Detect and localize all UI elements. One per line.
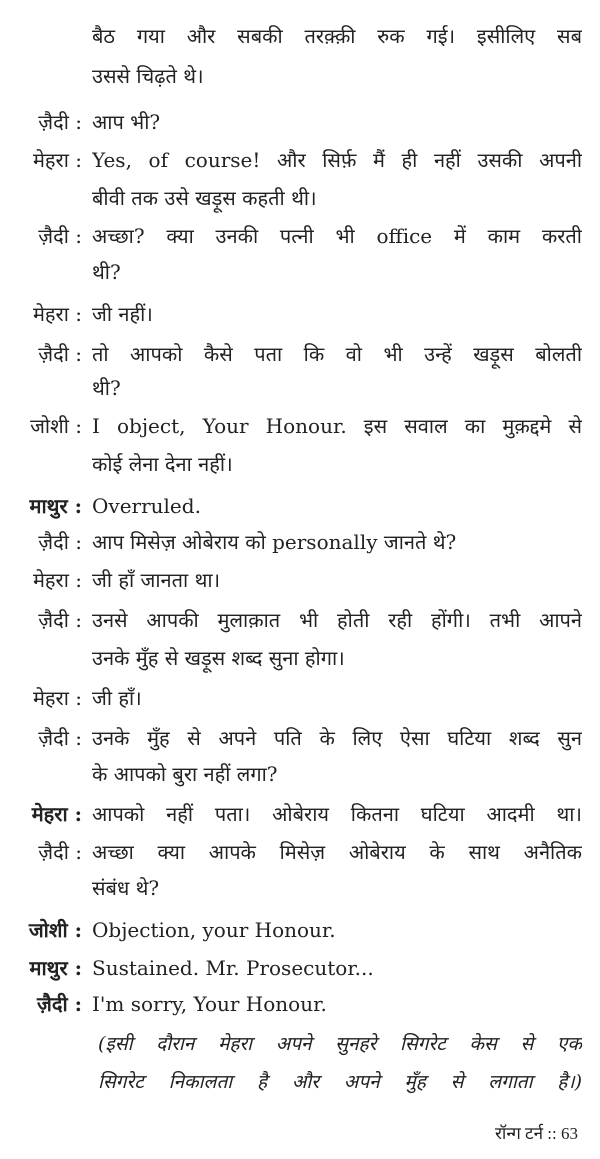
stage-direction-line: सिगरेट निकालता है और अपने मुँह से लगाता है।)	[98, 1071, 582, 1093]
dialogue-line	[0, 868, 600, 908]
dialogue-text: आपको नहीं पता। ओबेराय कितना घटिया आदमी था।	[92, 802, 582, 826]
dialogue-line	[0, 444, 600, 484]
dialogue-text: थी?	[92, 376, 121, 400]
dialogue-line	[0, 948, 600, 988]
dialogue-line	[0, 294, 600, 334]
speaker-name: मेहरा :	[31, 802, 82, 826]
dialogue-text: तो आपको कैसे पता कि वो भी उन्हें खड़ूस बोलती	[92, 342, 582, 366]
page-number: 63	[561, 1124, 578, 1143]
page-footer	[495, 1120, 578, 1148]
speaker-name: ज़ैदी :	[38, 110, 82, 134]
dialogue-text: Overruled.	[92, 494, 201, 518]
dialogue-text: आप भी?	[92, 110, 161, 134]
dialogue-line	[0, 754, 600, 794]
dialogue-text: Yes, of course! और सिर्फ़ मैं ही नहीं उसकी अपनी	[92, 148, 582, 172]
speaker-name: ज़ैदी :	[37, 992, 82, 1016]
speaker-name: मेहरा :	[32, 568, 82, 592]
dialogue-text: उनसे आपकी मुलाक़ात भी होती रही होंगी। तभी आपने	[92, 608, 582, 632]
dialogue-text: जी हाँ जानता था।	[92, 568, 221, 592]
speaker-name: माथुर :	[29, 956, 82, 980]
dialogue-text: उनके मुँह से खड़ूस शब्द सुना होगा।	[92, 646, 345, 670]
dialogue-line	[0, 16, 600, 56]
dialogue-text: Objection, your Honour.	[92, 918, 336, 942]
dialogue-text: Sustained. Mr. Prosecutor...	[92, 956, 374, 980]
book-title: रॉन्ग टर्न	[494, 1124, 544, 1143]
dialogue-text: आप मिसेज़ ओबेराय को personally जानते थे?	[92, 530, 457, 554]
speaker-name: ज़ैदी :	[38, 224, 82, 248]
speaker-name: मेहरा :	[32, 302, 82, 326]
dialogue-text: कोई लेना देना नहीं।	[92, 452, 233, 476]
dialogue-line	[0, 910, 600, 950]
dialogue-text: जी नहीं।	[92, 302, 153, 326]
dialogue-line	[0, 56, 600, 96]
dialogue-text: बीवी तक उसे खड़ूस कहती थी।	[92, 186, 317, 210]
footer-separator: ::	[547, 1124, 557, 1143]
dialogue-text: संबंध थे?	[92, 876, 160, 900]
dialogue-line	[0, 102, 600, 142]
speaker-name: जोशी :	[30, 414, 82, 438]
dialogue-line	[0, 678, 600, 718]
dialogue-line	[0, 638, 600, 678]
speaker-name: जोशी :	[28, 918, 82, 942]
dialogue-line	[0, 178, 600, 218]
dialogue-line	[0, 252, 600, 292]
dialogue-line	[0, 140, 600, 180]
dialogue-text: अच्छा क्या आपके मिसेज़ ओबेराय के साथ अनैतिक	[92, 840, 582, 864]
speaker-name: ज़ैदी :	[38, 608, 82, 632]
dialogue-line	[0, 560, 600, 600]
dialogue-line	[0, 718, 600, 758]
speaker-name: मेहरा :	[32, 686, 82, 710]
dialogue-text: अच्छा? क्या उनकी पत्नी भी office में काम करती	[92, 224, 582, 248]
dialogue-line	[0, 368, 600, 408]
dialogue-text: उससे चिढ़ते थे।	[92, 64, 204, 88]
dialogue-text: बैठ गया और सबकी तरक़्क़ी रुक गई। इसीलिए सब	[92, 24, 582, 48]
dialogue-line	[0, 216, 600, 256]
speaker-name: ज़ैदी :	[38, 840, 82, 864]
dialogue-line	[0, 832, 600, 872]
dialogue-line	[0, 600, 600, 640]
speaker-name: माथुर :	[29, 494, 82, 518]
dialogue-line	[0, 486, 600, 526]
dialogue-text: I'm sorry, Your Honour.	[92, 992, 327, 1016]
dialogue-text: I object, Your Honour. इस सवाल का मुक़द्दमे से	[92, 414, 582, 438]
speaker-name: मेहरा :	[32, 148, 82, 172]
dialogue-line	[0, 984, 600, 1024]
stage-direction-line: (इसी दौरान मेहरा अपने सुनहरे सिगरेट केस से एक	[98, 1033, 582, 1055]
dialogue-text: थी?	[92, 260, 121, 284]
dialogue-text: उनके मुँह से अपने पति के लिए ऐसा घटिया शब्द सुन	[92, 726, 582, 750]
speaker-name: ज़ैदी :	[38, 342, 82, 366]
speaker-name: ज़ैदी :	[38, 530, 82, 554]
dialogue-text: के आपको बुरा नहीं लगा?	[92, 762, 278, 786]
dialogue-line	[0, 522, 600, 562]
speaker-name: ज़ैदी :	[38, 726, 82, 750]
dialogue-text: जी हाँ।	[92, 686, 142, 710]
dialogue-line	[0, 794, 600, 834]
dialogue-line	[0, 406, 600, 446]
